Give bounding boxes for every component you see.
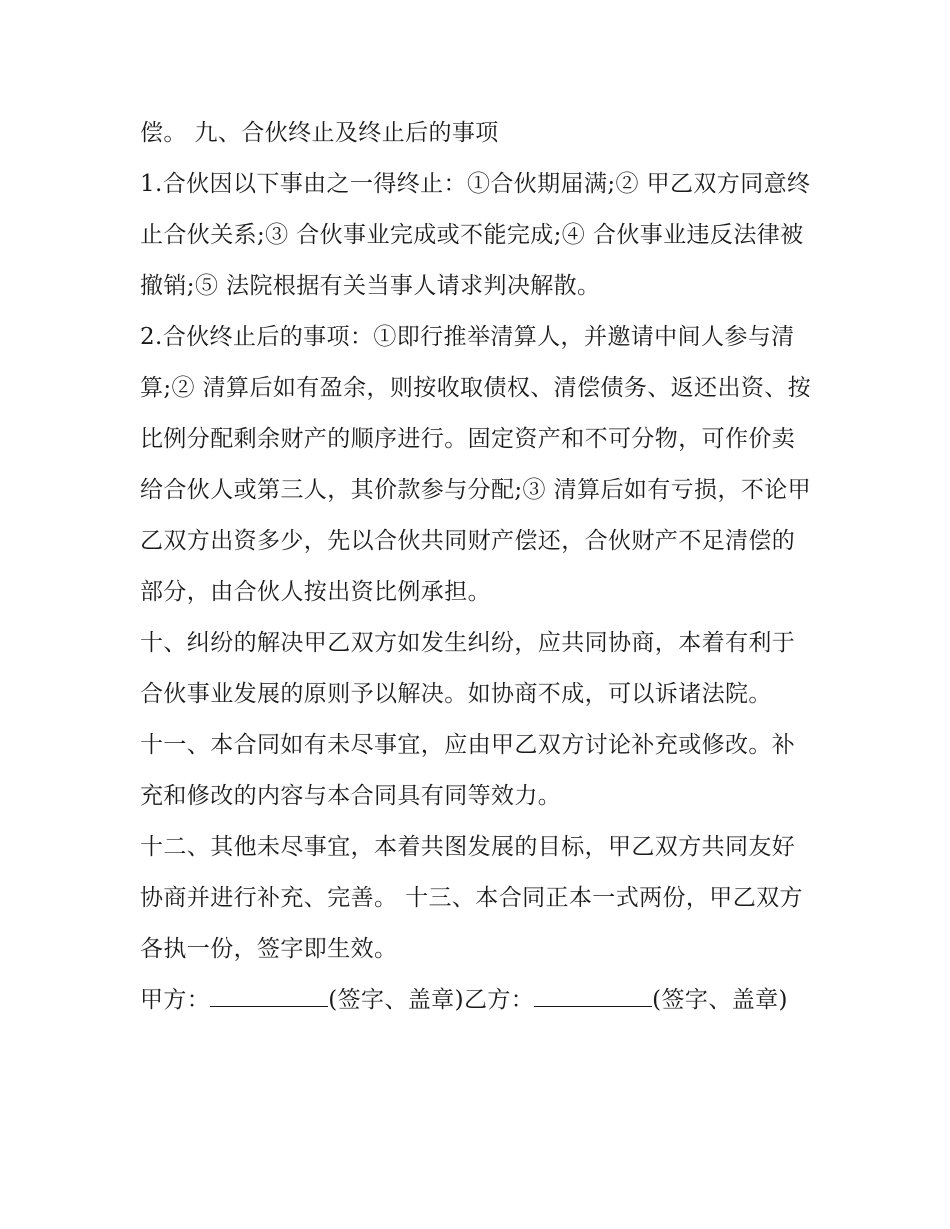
paragraph-other-matters: 十二、其他未尽事宜，本着共图发展的目标，甲乙双方共同友好协商并进行补充、完善。 十三、本合同正本一式两份，甲乙双方各执一份，签字即生效。 <box>140 834 803 962</box>
paragraph-dispute-resolution: 十、纠纷的解决甲乙双方如发生纠纷，应共同协商，本着有利于合伙事业发展的原则予以解决。如协商不成，可以诉诸法院。 <box>140 630 796 707</box>
party-a-label: 甲方： <box>140 987 211 1013</box>
party-b-note: (签字、盖章) <box>652 987 788 1013</box>
paragraph-termination-causes: 1.合伙因以下事由之一得终止：①合伙期届满;② 甲乙双方同意终止合伙关系;③ 合伙事业完成或不能完成;④ 合伙事业违反法律被撤销;⑤ 法院根据有关当事人请求判决解散。 <box>140 171 811 299</box>
paragraph-post-termination-matters: 2.合伙终止后的事项：①即行推举清算人，并邀请中间人参与清算;② 清算后如有盈余，则按收取债权、清偿债务、返还出资、按比例分配剩余财产的顺序进行。固定资产和不可分物，可作价卖给合伙人或第三人，其价款参与分配;③ 清算后如有亏损，不论甲乙双方出资多少，先以合伙共同财产偿还，合伙财产不足清偿的部分，由合伙人按出资比例承担。 <box>140 324 812 605</box>
signature-line <box>140 975 815 1026</box>
party-a-signature-blank <box>210 984 328 1007</box>
paragraph-amendments: 十一、本合同如有未尽事宜，应由甲乙双方讨论补充或修改。补充和修改的内容与本合同具有同等效力。 <box>140 732 796 809</box>
paragraph-section-nine-heading: 偿。 九、合伙终止及终止后的事项 <box>140 120 499 146</box>
party-a-note: (签字、盖章) <box>328 987 464 1013</box>
party-b-label: 乙方： <box>463 987 535 1013</box>
document-body <box>140 108 815 1026</box>
party-b-signature-blank <box>534 984 652 1007</box>
